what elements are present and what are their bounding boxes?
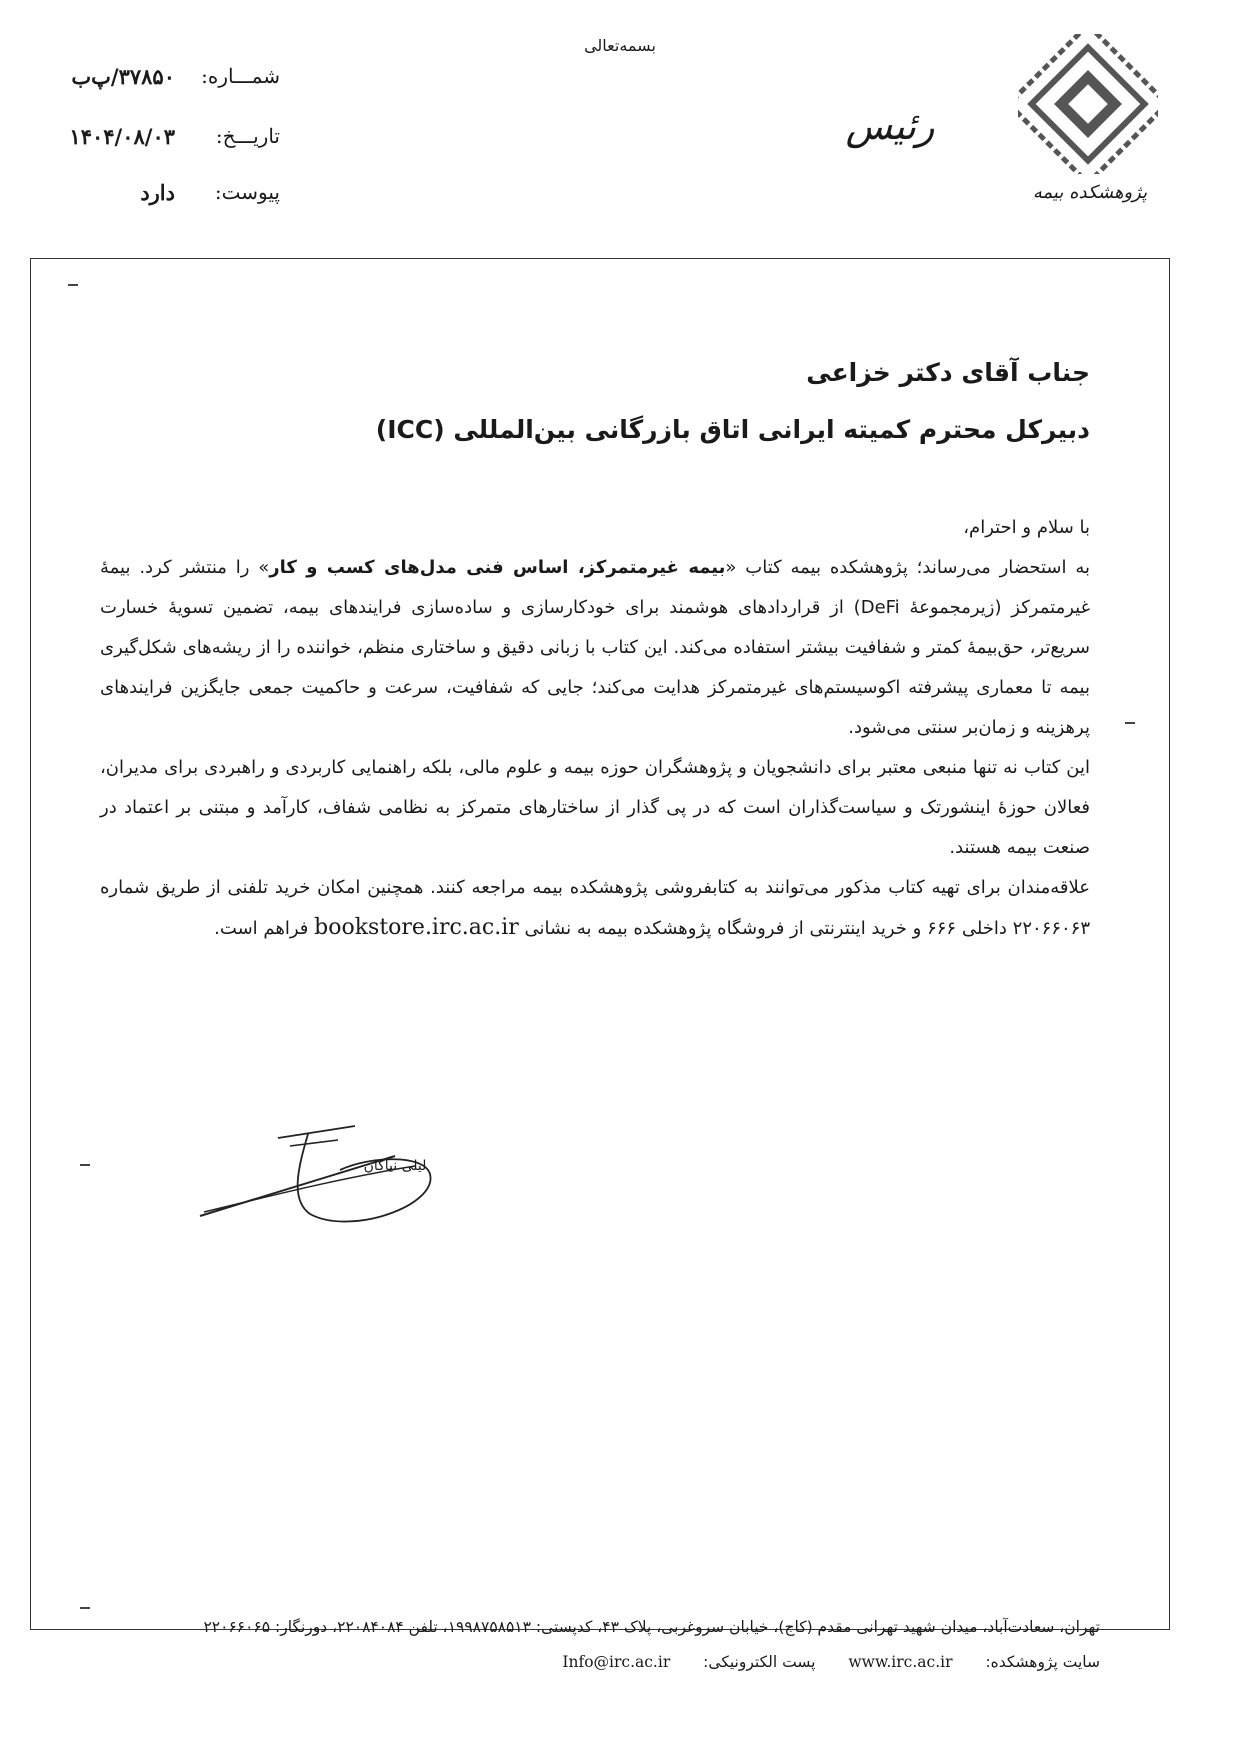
footer-site-link[interactable]: www.irc.ac.ir [848, 1653, 953, 1671]
letter-date [40, 124, 280, 154]
letter-date-label: تاریـــخ: [215, 124, 280, 148]
footer-email-link[interactable]: Info@irc.ac.ir [562, 1653, 671, 1671]
letter-number-label: شمـــاره: [201, 64, 280, 88]
recipient-name: جناب آقای دکتر خزاعی [806, 358, 1090, 387]
bookstore-url[interactable]: bookstore.irc.ac.ir [314, 915, 519, 940]
recipient-title: دبیرکل محترم کمیته ایرانی اتاق بازرگانی بین‌المللی (ICC) [375, 415, 1090, 444]
paragraph-3-end: فراهم است. [214, 918, 309, 939]
footer-address: تهران، سعادت‌آباد، میدان شهید تهرانی مقدم (کاج)، خیابان سروغربی، پلاک ۴۳، کدپستی: ۱۹۹۸۷۵۸۵۱۳، تلفن ۲۲۰۸۴۰۸۴، دورنگار: ۲۲۰۶۶۰۶۵ [203, 1618, 1100, 1636]
letter-attachment [40, 180, 280, 210]
book-title: بیمه غیرمتمرکز، اساس فنی مدل‌های کسب و کار [269, 557, 726, 578]
bismillah-heading: بسمه‌تعالی [584, 36, 656, 55]
footer-site-label: سایت پژوهشکده: [985, 1653, 1100, 1671]
paragraph-1-rest: » را منتشر کرد. بیمهٔ غیرمتمرکز (زیرمجموعهٔ DeFi) از قراردادهای هوشمند برای خودکارسازی و ساده‌سازی فرایندهای بیمه، تضمین تسویهٔ خسارت سریع‌تر، حق‌بیمهٔ کمتر و شفافیت بیشتر استفاده می‌کند. این کتاب با زبانی دقیق و ساختاری منظم، خواننده را از ریشه‌های شکل‌گیری بیمه تا معماری پیشرفته اکوسیستم‌های غیرمتمرکز هدایت می‌کند؛ جایی که شفافیت، سرعت و حاکمیت جمعی جایگزین فرایندهای پرهزینه و زمان‌بر سنتی می‌شود. [100, 557, 1090, 738]
paragraph-3 [100, 868, 1090, 949]
letter-number-value: ۳۷۸۵۰/پ‌ب [71, 64, 175, 89]
signature-mark-icon [190, 1108, 490, 1228]
paragraph-3-start: علاقه‌مندان برای تهیه کتاب مذکور می‌توانند به کتابفروشی پژوهشکده بیمه مراجعه کنند. همچنین امکان خرید تلفنی از طریق شماره ۲۲۰۶۶۰۶۳ داخلی ۶۶۶ و خرید اینترنتی از فروشگاه پژوهشکده بیمه به نشانی [100, 877, 1090, 939]
signer-name: لیلی نیاکان [363, 1158, 427, 1174]
edge-mark [1125, 722, 1135, 724]
institute-logo-text: پژوهشکده بیمه [1032, 182, 1148, 203]
paragraph-1 [100, 548, 1090, 748]
letter-attachment-value: دارد [140, 180, 175, 205]
handwritten-note: رئیس [845, 104, 935, 148]
letter-attachment-label: پیوست: [214, 180, 280, 204]
letter-date-value: ۱۴۰۴/۰۸/۰۳ [69, 124, 175, 149]
edge-mark [80, 1607, 90, 1609]
footer-contacts [120, 1653, 1100, 1671]
letter-number [40, 64, 280, 94]
edge-mark [80, 1164, 90, 1166]
footer-email-label: پست الکترونیکی: [703, 1653, 816, 1671]
edge-mark [68, 284, 78, 286]
salutation: با سلام و احترام، [963, 517, 1090, 538]
letter-body [100, 508, 1090, 949]
paragraph-2: این کتاب نه تنها منبعی معتبر برای دانشجویان و پژوهشگران حوزه بیمه و علوم مالی، بلکه راهنمایی کاربردی و راهبردی برای مدیران، فعالان حوزهٔ اینشورتک و سیاست‌گذاران است که در پی گذار از ساختارهای متمرکز به نظامی شفاف، کارآمد و مبتنی بر اعتماد در صنعت بیمه هستند. [100, 757, 1090, 858]
paragraph-1-start: به استحضار می‌رساند؛ پژوهشکده بیمه کتاب « [725, 557, 1091, 578]
institute-logo-icon [1018, 34, 1158, 174]
